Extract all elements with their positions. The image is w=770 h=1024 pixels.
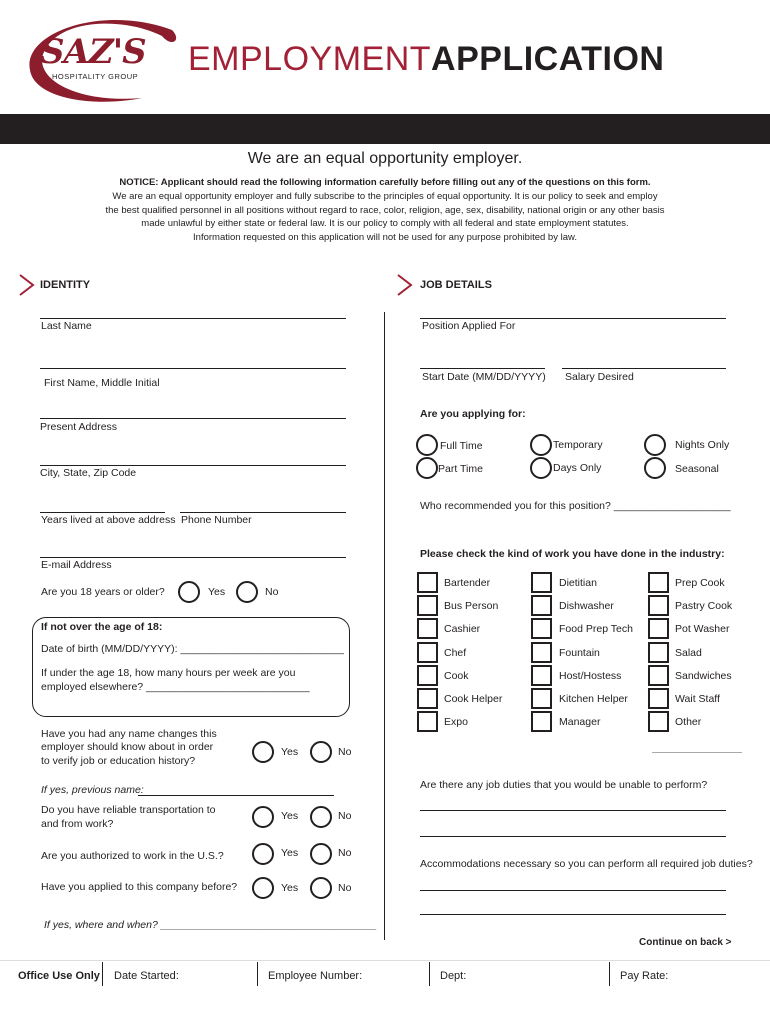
work-option-label: Fountain <box>559 647 600 659</box>
years-lived-label: Years lived at above address <box>41 514 176 526</box>
age-question: Are you 18 years or older? <box>41 586 165 598</box>
duties-question: Are there any job duties that you would be unable to perform? <box>420 779 708 791</box>
temporary-label: Temporary <box>553 439 603 451</box>
logo-subtitle: HOSPITALITY GROUP <box>52 72 139 81</box>
office-use-label: Office Use Only <box>18 970 100 982</box>
work-checkbox[interactable] <box>531 688 552 709</box>
work-checkbox[interactable] <box>531 665 552 686</box>
work-option-label: Cook Helper <box>444 693 503 705</box>
work-checkbox[interactable] <box>531 711 552 732</box>
work-option-label: Bus Person <box>444 600 499 612</box>
where-when-field[interactable]: If yes, where and when? _____________________________________ <box>44 919 377 931</box>
notice-text: NOTICE: Applicant should read the following information carefully before filling out any of the questions on this form. We are an equal opportunity employer and fully subscribe to the principles of equal opportunity. It is our policy to seek and employ the best qualified personnel in all positions without regard to race, color, religion, age, sex, disability, national origin or any other basis made unlawful by either state or federal law. It is our policy to comply with all federal and state employment statutes. Information requested on this application will not be used for any purpose prohibited by law. <box>105 177 665 244</box>
days-only-label: Days Only <box>553 462 602 474</box>
work-option-label: Cook <box>444 670 469 682</box>
full-time-radio[interactable] <box>416 434 438 456</box>
email-label: E-mail Address <box>41 559 112 571</box>
identity-heading: IDENTITY <box>40 279 91 291</box>
transport-question: and from work? <box>41 818 114 830</box>
present-address-field[interactable] <box>40 418 346 419</box>
previous-name-field[interactable] <box>138 795 334 796</box>
work-checkbox[interactable] <box>648 711 669 732</box>
seasonal-radio[interactable] <box>644 457 666 479</box>
work-option-label: Cashier <box>444 623 481 635</box>
eeo-heading: We are an equal opportunity employer. <box>247 150 523 167</box>
yes-label: Yes <box>208 586 226 598</box>
yes-label: Yes <box>281 810 299 822</box>
hours-field[interactable]: employed elsewhere? ____________________________ <box>41 681 310 693</box>
work-checkbox[interactable] <box>417 642 438 663</box>
continue-on-back: Continue on back > <box>639 937 732 948</box>
work-option-label: Kitchen Helper <box>559 693 628 705</box>
work-checkbox[interactable] <box>531 595 552 616</box>
work-option-label: Salad <box>675 647 702 659</box>
footer-separator <box>609 962 610 986</box>
city-state-zip-label: City, State, Zip Code <box>40 467 137 479</box>
present-address-label: Present Address <box>40 421 118 433</box>
transport-question: Do you have reliable transportation to <box>41 804 216 816</box>
no-label: No <box>338 882 352 894</box>
no-label: No <box>338 746 352 758</box>
phone-field[interactable] <box>180 512 346 513</box>
work-option-label: Bartender <box>444 577 491 589</box>
duties-field-1[interactable] <box>420 810 726 811</box>
pay-rate-field[interactable]: Pay Rate: <box>620 970 669 982</box>
footer-separator <box>429 962 430 986</box>
work-option-label: Manager <box>559 716 601 728</box>
work-option-label: Sandwiches <box>675 670 732 682</box>
no-label: No <box>338 847 352 859</box>
part-time-label: Part Time <box>438 463 483 475</box>
work-checkbox[interactable] <box>531 618 552 639</box>
work-option-label: Host/Hostess <box>559 670 622 682</box>
work-checkbox[interactable] <box>648 688 669 709</box>
dob-field[interactable]: Date of birth (MM/DD/YYYY): ____________________________ <box>41 643 344 655</box>
first-name-label: First Name, Middle Initial <box>44 377 160 389</box>
position-label: Position Applied For <box>422 320 516 332</box>
work-option-label: Pot Washer <box>675 623 730 635</box>
logo: SAZ'S <box>40 32 146 72</box>
work-option-label: Pastry Cook <box>675 600 733 612</box>
footer-separator <box>102 962 103 986</box>
work-kind-heading: Please check the kind of work you have done in the industry: <box>420 548 725 560</box>
accommodations-field-2[interactable] <box>420 914 726 915</box>
work-checkbox[interactable] <box>648 665 669 686</box>
no-label: No <box>265 586 279 598</box>
work-option-label: Expo <box>444 716 468 728</box>
under-18-heading: If not over the age of 18: <box>41 621 163 633</box>
applied-no-radio[interactable] <box>310 877 332 899</box>
work-option-label: Chef <box>444 647 467 659</box>
name-change-question: to verify job or education history? <box>41 755 196 767</box>
work-checkbox[interactable] <box>648 618 669 639</box>
work-checkbox[interactable] <box>531 572 552 593</box>
employee-number-field[interactable]: Employee Number: <box>268 970 363 982</box>
days-only-radio[interactable] <box>530 457 552 479</box>
age-no-radio[interactable] <box>236 581 258 603</box>
temporary-radio[interactable] <box>530 434 552 456</box>
transport-yes-radio[interactable] <box>252 806 274 828</box>
work-checkbox[interactable] <box>648 595 669 616</box>
phone-label: Phone Number <box>181 514 252 526</box>
applied-before-question: Have you applied to this company before? <box>41 881 238 893</box>
work-checkbox[interactable] <box>417 572 438 593</box>
salary-field[interactable] <box>562 368 726 369</box>
start-date-label: Start Date (MM/DD/YYYY) <box>422 371 546 383</box>
work-checkbox[interactable] <box>417 665 438 686</box>
last-name-field[interactable] <box>40 318 346 319</box>
yes-label: Yes <box>281 882 299 894</box>
work-checkbox[interactable] <box>648 572 669 593</box>
city-state-zip-field[interactable] <box>40 465 346 466</box>
work-option-label: Dietitian <box>559 577 597 589</box>
accommodations-field-1[interactable] <box>420 890 726 891</box>
previous-name-label: If yes, previous name: <box>41 784 144 796</box>
name-change-no-radio[interactable] <box>310 741 332 763</box>
work-checkbox[interactable] <box>648 642 669 663</box>
work-option-label: Food Prep Tech <box>559 623 633 635</box>
age-yes-radio[interactable] <box>178 581 200 603</box>
start-date-field[interactable] <box>420 368 545 369</box>
accommodations-question: Accommodations necessary so you can perform all required job duties? <box>420 858 753 870</box>
work-checkbox[interactable] <box>417 618 438 639</box>
applied-yes-radio[interactable] <box>252 877 274 899</box>
duties-field-2[interactable] <box>420 836 726 837</box>
chevron-right-icon <box>396 274 414 296</box>
salary-label: Salary Desired <box>565 371 634 383</box>
work-checkbox[interactable] <box>417 711 438 732</box>
work-option-label: Other <box>675 716 702 728</box>
nights-only-radio[interactable] <box>644 434 666 456</box>
header-band <box>0 114 770 144</box>
nights-only-label: Nights Only <box>675 439 730 451</box>
last-name-label: Last Name <box>41 320 92 332</box>
work-checkbox[interactable] <box>417 595 438 616</box>
date-started-field[interactable]: Date Started: <box>114 970 179 982</box>
yes-label: Yes <box>281 746 299 758</box>
column-divider <box>384 312 385 940</box>
chevron-right-icon <box>18 274 36 296</box>
name-change-question: employer should know about in order <box>41 741 214 753</box>
hours-question: If under the age 18, how many hours per week are you <box>41 667 296 679</box>
work-option-label: Dishwasher <box>559 600 614 612</box>
years-lived-field[interactable] <box>40 512 165 513</box>
seasonal-label: Seasonal <box>675 463 719 475</box>
applying-for-heading: Are you applying for: <box>420 408 526 420</box>
authorized-no-radio[interactable] <box>310 843 332 865</box>
job-details-heading: JOB DETAILS <box>420 279 492 291</box>
dept-field[interactable]: Dept: <box>440 970 467 982</box>
name-change-question: Have you had any name changes this <box>41 728 217 740</box>
transport-no-radio[interactable] <box>310 806 332 828</box>
no-label: No <box>338 810 352 822</box>
work-checkbox[interactable] <box>417 688 438 709</box>
first-name-field[interactable] <box>40 368 346 369</box>
full-time-label: Full Time <box>440 440 483 452</box>
part-time-radio[interactable] <box>416 457 438 479</box>
authorized-question: Are you authorized to work in the U.S.? <box>41 850 224 862</box>
yes-label: Yes <box>281 847 299 859</box>
other-field[interactable] <box>652 752 742 753</box>
email-field[interactable] <box>40 557 346 558</box>
recommended-field[interactable]: Who recommended you for this position? ____________________ <box>420 500 731 512</box>
work-checkbox[interactable] <box>531 642 552 663</box>
work-option-label: Wait Staff <box>675 693 720 705</box>
footer-separator <box>257 962 258 986</box>
position-field[interactable] <box>420 318 726 319</box>
name-change-yes-radio[interactable] <box>252 741 274 763</box>
page-title: EMPLOYMENTAPPLICATION <box>188 40 665 78</box>
footer-divider <box>0 960 770 961</box>
authorized-yes-radio[interactable] <box>252 843 274 865</box>
work-option-label: Prep Cook <box>675 577 725 589</box>
